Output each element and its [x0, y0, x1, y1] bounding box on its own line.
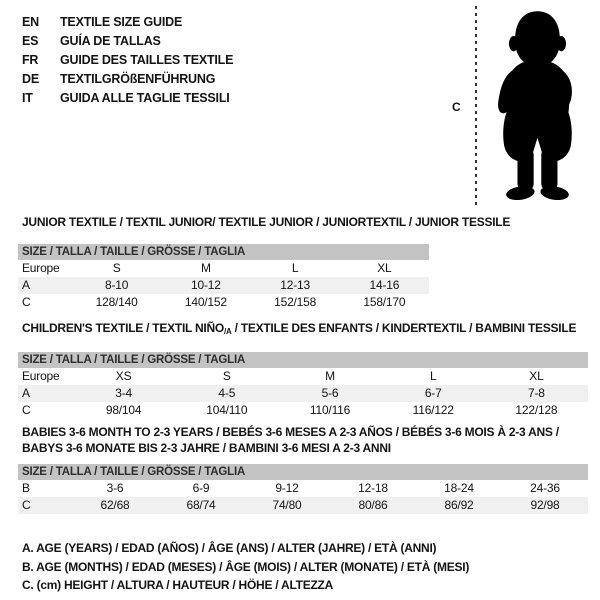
- size-value-cell: 68/74: [186, 498, 216, 512]
- row-label: Europe: [22, 261, 60, 275]
- language-row: [22, 69, 233, 88]
- size-value-cell: L: [429, 369, 437, 383]
- section-title: [18, 320, 588, 340]
- section-title-segment: JUNIOR TEXTILE / TEXTIL JUNIOR/ TEXTILE JUNIOR / JUNIORTEXTIL / JUNIOR TESSILE: [22, 215, 511, 229]
- section-title-segment: /A: [223, 327, 232, 336]
- row-label: A: [22, 278, 30, 292]
- size-value-cell: 8-10: [105, 278, 129, 292]
- language-label: GUIDA ALLE TAGLIE TESSILI: [60, 90, 230, 105]
- row-label: B: [22, 481, 30, 495]
- size-value-cell: 12-13: [280, 278, 310, 292]
- size-value-cell: 92/98: [530, 498, 560, 512]
- size-value-cell: 116/122: [412, 403, 454, 417]
- size-value-cell: 18-24: [444, 481, 474, 495]
- language-code: FR: [22, 52, 39, 67]
- baby-silhouette-icon: [487, 3, 587, 210]
- section-title-segment: CHILDREN'S TEXTILE / TEXTIL NIÑO: [22, 321, 224, 335]
- table-rows: [18, 260, 429, 311]
- size-value-cell: 122/128: [515, 403, 558, 417]
- table-row: [18, 480, 588, 497]
- size-guide-table: [18, 464, 588, 514]
- row-label: C: [22, 498, 31, 512]
- section-title-line: [22, 320, 588, 340]
- table-row: [18, 294, 429, 311]
- size-value-cell: 140/152: [184, 295, 227, 309]
- table-row: [18, 402, 588, 419]
- language-label: GUIDE DES TAILLES TEXTILE: [60, 52, 234, 67]
- language-code: IT: [22, 90, 33, 105]
- size-value-cell: 9-12: [275, 481, 299, 495]
- section-childrens-textile: [18, 320, 588, 419]
- table-row: [18, 260, 429, 277]
- size-value-cell: 6-7: [424, 386, 442, 400]
- size-value-cell: 10-12: [191, 278, 221, 292]
- size-value-cell: 86/92: [444, 498, 474, 512]
- row-label: A: [22, 386, 30, 400]
- size-value-cell: 74/80: [272, 498, 302, 512]
- section-title: [18, 214, 511, 230]
- size-value-cell: S: [112, 261, 121, 275]
- size-value-cell: L: [291, 261, 299, 275]
- section-title-line: [22, 440, 588, 456]
- language-code: DE: [22, 71, 39, 86]
- size-value-cell: 4-5: [218, 386, 236, 400]
- table-rows: [18, 480, 588, 514]
- size-value-cell: 14-16: [369, 278, 400, 292]
- row-label: C: [22, 403, 31, 417]
- size-value-cell: 152/158: [274, 295, 317, 309]
- section-babies-textile: [18, 424, 588, 514]
- language-row: [22, 12, 233, 31]
- size-value-cell: 104/110: [206, 403, 248, 417]
- language-label: GUÍA DE TALLAS: [60, 33, 161, 48]
- size-value-cell: 98/104: [105, 403, 142, 417]
- language-row: [22, 50, 233, 69]
- language-header: [22, 12, 233, 107]
- table-row: [18, 385, 588, 402]
- size-value-cell: 80/86: [358, 498, 388, 512]
- table-row: [18, 277, 429, 294]
- measurement-legend: [22, 539, 469, 595]
- table-size-header: SIZE / TALLA / TAILLE / GRÖSSE / TAGLIA: [18, 464, 588, 480]
- section-title-line: [22, 424, 588, 440]
- size-value-cell: 62/68: [100, 498, 130, 512]
- table-row: [18, 497, 588, 514]
- size-value-cell: 5-6: [321, 386, 339, 400]
- size-value-cell: 3-6: [106, 481, 124, 495]
- language-row: [22, 88, 233, 107]
- size-value-cell: 6-9: [192, 481, 210, 495]
- size-value-cell: XS: [115, 369, 132, 383]
- language-label: TEXTILE SIZE GUIDE: [60, 14, 183, 29]
- table-row: [18, 368, 588, 385]
- size-value-cell: 128/140: [95, 295, 138, 309]
- size-value-cell: XL: [377, 261, 392, 275]
- size-value-cell: 12-18: [358, 481, 388, 495]
- height-measure-label: C: [452, 100, 461, 114]
- size-guide-table: [18, 244, 429, 311]
- table-size-header: SIZE / TALLA / TAILLE / GRÖSSE / TAGLIA: [18, 244, 429, 260]
- size-value-cell: 110/116: [309, 403, 351, 417]
- size-value-cell: 3-4: [115, 386, 132, 400]
- row-label: C: [22, 295, 31, 309]
- legend-line-c: C. (cm) HEIGHT / ALTURA / HAUTEUR / HÖHE / ALTEZZA: [22, 578, 334, 592]
- size-value-cell: M: [200, 261, 211, 275]
- size-value-cell: XL: [529, 369, 544, 383]
- size-value-cell: 24-36: [530, 481, 560, 495]
- section-junior-textile: [18, 214, 511, 311]
- legend-line-a: A. AGE (YEARS) / EDAD (AÑOS) / ÂGE (ANS) / ALTER (JAHRE) / ETÀ (ANNI): [22, 541, 437, 555]
- row-label: Europe: [22, 369, 60, 383]
- language-label: TEXTILGRÖßENFÜHRUNG: [60, 71, 216, 86]
- legend-line-b: B. AGE (MONTHS) / EDAD (MESES) / ÂGE (MOIS) / ALTER (MONATE) / ETÀ (MESI): [22, 559, 470, 574]
- section-title-segment: BABYS 3-6 MONATE BIS 2-3 JAHRE / BAMBINI 3-6 MESI A 2-3 ANNI: [22, 441, 391, 455]
- section-title-line: [22, 214, 511, 230]
- table-size-header: SIZE / TALLA / TAILLE / GRÖSSE / TAGLIA: [18, 352, 588, 368]
- size-guide-table: [18, 352, 588, 419]
- language-code: EN: [22, 14, 39, 29]
- section-title-segment: BABIES 3-6 MONTH TO 2-3 YEARS / BEBÉS 3-6 MESES A 2-3 AÑOS / BÉBÉS 3-6 MOIS À 2-3 ANS /: [22, 425, 559, 439]
- height-dotted-line: [475, 6, 477, 209]
- table-rows: [18, 368, 588, 419]
- language-code: ES: [22, 33, 39, 48]
- size-value-cell: 158/170: [363, 295, 406, 309]
- size-value-cell: 7-8: [528, 386, 545, 400]
- size-value-cell: M: [325, 369, 335, 383]
- section-title: [18, 424, 588, 456]
- size-value-cell: S: [222, 369, 231, 383]
- language-row: [22, 31, 233, 50]
- section-title-segment: / TEXTILE DES ENFANTS / KINDERTEXTIL / BAMBINI TESSILE: [231, 321, 577, 335]
